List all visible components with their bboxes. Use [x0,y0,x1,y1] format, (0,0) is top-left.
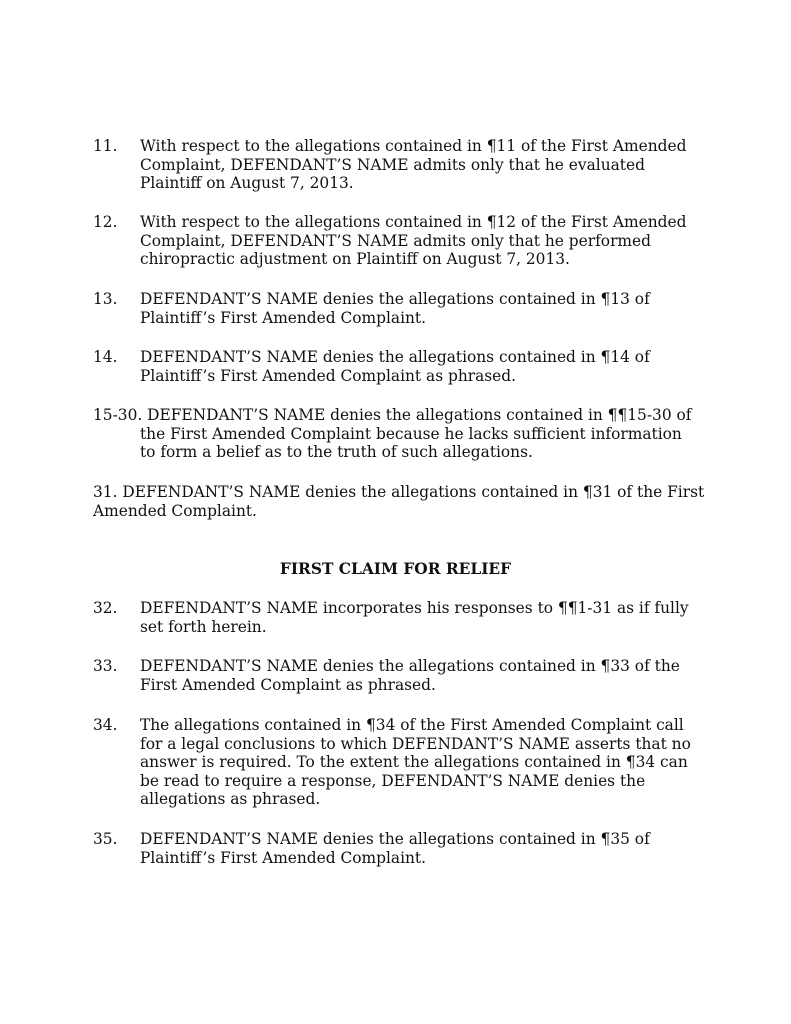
paragraph-text: The allegations contained in ¶34 of the First Amended Complaint call for a legal conclusions to which DEFENDANT’S NAME asserts that no answer is required. To the extent the allegations contained in ¶34 can be read to require a response, DEFENDANT’S NAME denies the allegations as phrased. [140,716,691,808]
paragraph-text: With respect to the allegations contained in ¶12 of the First Amended Complaint, DEFENDANT’S NAME admits only that he performed chiropractic adjustment on Plaintiff on August 7, 2013. [140,213,687,268]
paragraph-text: With respect to the allegations contained in ¶11 of the First Amended Complaint, DEFENDANT’S NAME admits only that he evaluated Plaintiff on August 7, 2013. [140,137,687,192]
paragraph-text: DEFENDANT’S NAME denies the allegations contained in ¶13 of Plaintiff’s First Amended Complaint. [140,290,650,327]
paragraph-text: DEFENDANT’S NAME denies the allegations contained in ¶14 of Plaintiff’s First Amended Complaint as phrased. [140,348,650,385]
paragraph-13 [93,290,713,327]
paragraph-number: 13. [93,290,118,308]
paragraph-number: 14. [93,348,118,366]
paragraph-number: 12. [93,213,118,231]
paragraph-number: 11. [93,137,118,155]
paragraph-12 [93,213,713,269]
paragraph-number: 32. [93,599,118,617]
paragraph-31 [93,483,713,520]
paragraph-11 [93,137,713,193]
paragraph-14 [93,348,713,385]
paragraph-number: 33. [93,657,118,675]
paragraph-15-30 [93,406,713,462]
paragraph-text: 15-30. DEFENDANT’S NAME denies the allegations contained in ¶¶15-30 of the First Amended Complaint because he lacks sufficient information to form a belief as to the truth of such allegations. [93,406,692,461]
paragraph-text: DEFENDANT’S NAME incorporates his responses to ¶¶1-31 as if fully set forth herein. [140,599,689,636]
paragraph-text: 31. DEFENDANT’S NAME denies the allegations contained in ¶31 of the First Amended Complaint. [93,483,705,520]
paragraph-33 [93,657,713,694]
paragraph-35 [93,830,713,867]
section-heading: FIRST CLAIM FOR RELIEF [279,560,512,578]
paragraph-32 [93,599,713,636]
paragraph-text: DEFENDANT’S NAME denies the allegations contained in ¶35 of Plaintiff’s First Amended Complaint. [140,830,650,867]
paragraph-number: 34. [93,716,118,734]
paragraph-number: 35. [93,830,118,848]
paragraph-34 [93,716,713,809]
paragraph-text: DEFENDANT’S NAME denies the allegations contained in ¶33 of the First Amended Complaint as phrased. [140,657,680,694]
